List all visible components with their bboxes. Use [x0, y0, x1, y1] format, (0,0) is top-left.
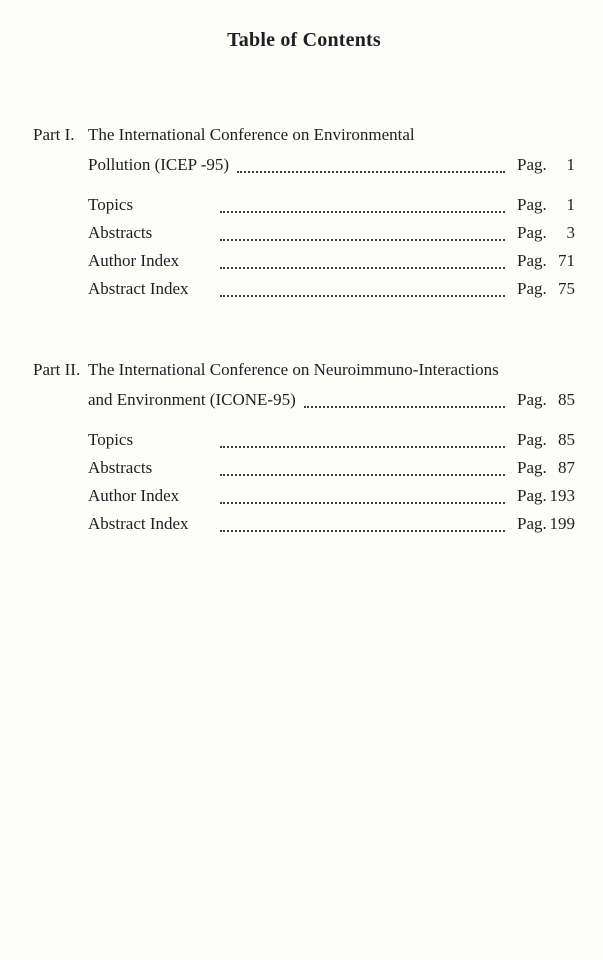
page-abbrev: Pag. — [517, 195, 547, 214]
toc-row-topics — [88, 191, 575, 219]
page-ref — [517, 275, 575, 303]
toc-row-abstracts — [88, 454, 575, 482]
dot-leader — [237, 171, 505, 173]
part-2-body — [88, 355, 575, 538]
toc-row-topics — [88, 426, 575, 454]
page-abbrev: Pag. — [517, 486, 547, 505]
page-abbrev: Pag. — [517, 251, 547, 270]
toc-item-label: Abstract Index — [88, 279, 189, 298]
page-abbrev: Pag. — [517, 430, 547, 449]
page-ref — [517, 385, 575, 414]
dot-leader — [220, 530, 505, 532]
toc-row-abstract-index — [88, 510, 575, 538]
part-1-title-row — [88, 150, 575, 179]
toc-row-abstract-index — [88, 275, 575, 303]
part-1-body — [88, 120, 575, 303]
toc-item-label: Topics — [88, 430, 134, 449]
part-1-label: Part I. — [33, 125, 75, 144]
page-ref — [517, 247, 575, 275]
page-abbrev: Pag. — [517, 390, 547, 409]
page-ref — [517, 150, 575, 179]
page-ref — [517, 454, 575, 482]
page-number: 3 — [566, 223, 575, 242]
page-number: 71 — [558, 251, 575, 270]
page-number: 85 — [558, 430, 575, 449]
page-number: 1 — [566, 155, 575, 174]
page-ref — [517, 426, 575, 454]
part-2-title-row — [88, 385, 575, 414]
page-number: 85 — [558, 390, 575, 409]
toc-row-author-index — [88, 482, 575, 510]
page-abbrev: Pag. — [517, 279, 547, 298]
page-abbrev: Pag. — [517, 223, 547, 242]
toc-item-label: Abstracts — [88, 223, 153, 242]
part-2-items — [88, 426, 575, 538]
page-abbrev: Pag. — [517, 155, 547, 174]
page-ref — [517, 510, 575, 538]
page-number: 75 — [558, 279, 575, 298]
part-2-title-line1: The International Conference on Neuroimmuno-Interactions — [88, 360, 499, 379]
page-ref — [517, 219, 575, 247]
toc-item-label: Abstract Index — [88, 514, 189, 533]
toc-part-2 — [33, 355, 575, 538]
dot-leader — [220, 295, 505, 297]
page-number: 1 — [566, 195, 575, 214]
toc-part-1 — [33, 120, 575, 303]
part-2-title-line2: and Environment (ICONE-95) — [88, 390, 296, 409]
dot-leader — [220, 446, 505, 448]
part-1-items — [88, 191, 575, 303]
toc-item-label: Topics — [88, 195, 134, 214]
toc-item-label: Author Index — [88, 251, 180, 270]
dot-leader — [220, 474, 505, 476]
page-number: 193 — [549, 486, 575, 505]
dot-leader — [220, 239, 505, 241]
page-abbrev: Pag. — [517, 458, 547, 477]
toc-item-label: Abstracts — [88, 458, 153, 477]
part-1-title-line2: Pollution (ICEP -95) — [88, 155, 230, 174]
page-ref — [517, 482, 575, 510]
page-abbrev: Pag. — [517, 514, 547, 533]
part-1-title-line1: The International Conference on Environmental — [88, 125, 415, 144]
toc-row-abstracts — [88, 219, 575, 247]
part-2-label: Part II. — [33, 360, 81, 379]
page-number: 87 — [558, 458, 575, 477]
dot-leader — [220, 267, 505, 269]
page-number: 199 — [549, 514, 575, 533]
toc-item-label: Author Index — [88, 486, 180, 505]
page-title: Table of Contents — [227, 29, 381, 51]
dot-leader — [220, 211, 505, 213]
dot-leader — [304, 406, 505, 408]
toc-row-author-index — [88, 247, 575, 275]
page-ref — [517, 191, 575, 219]
dot-leader — [220, 502, 505, 504]
